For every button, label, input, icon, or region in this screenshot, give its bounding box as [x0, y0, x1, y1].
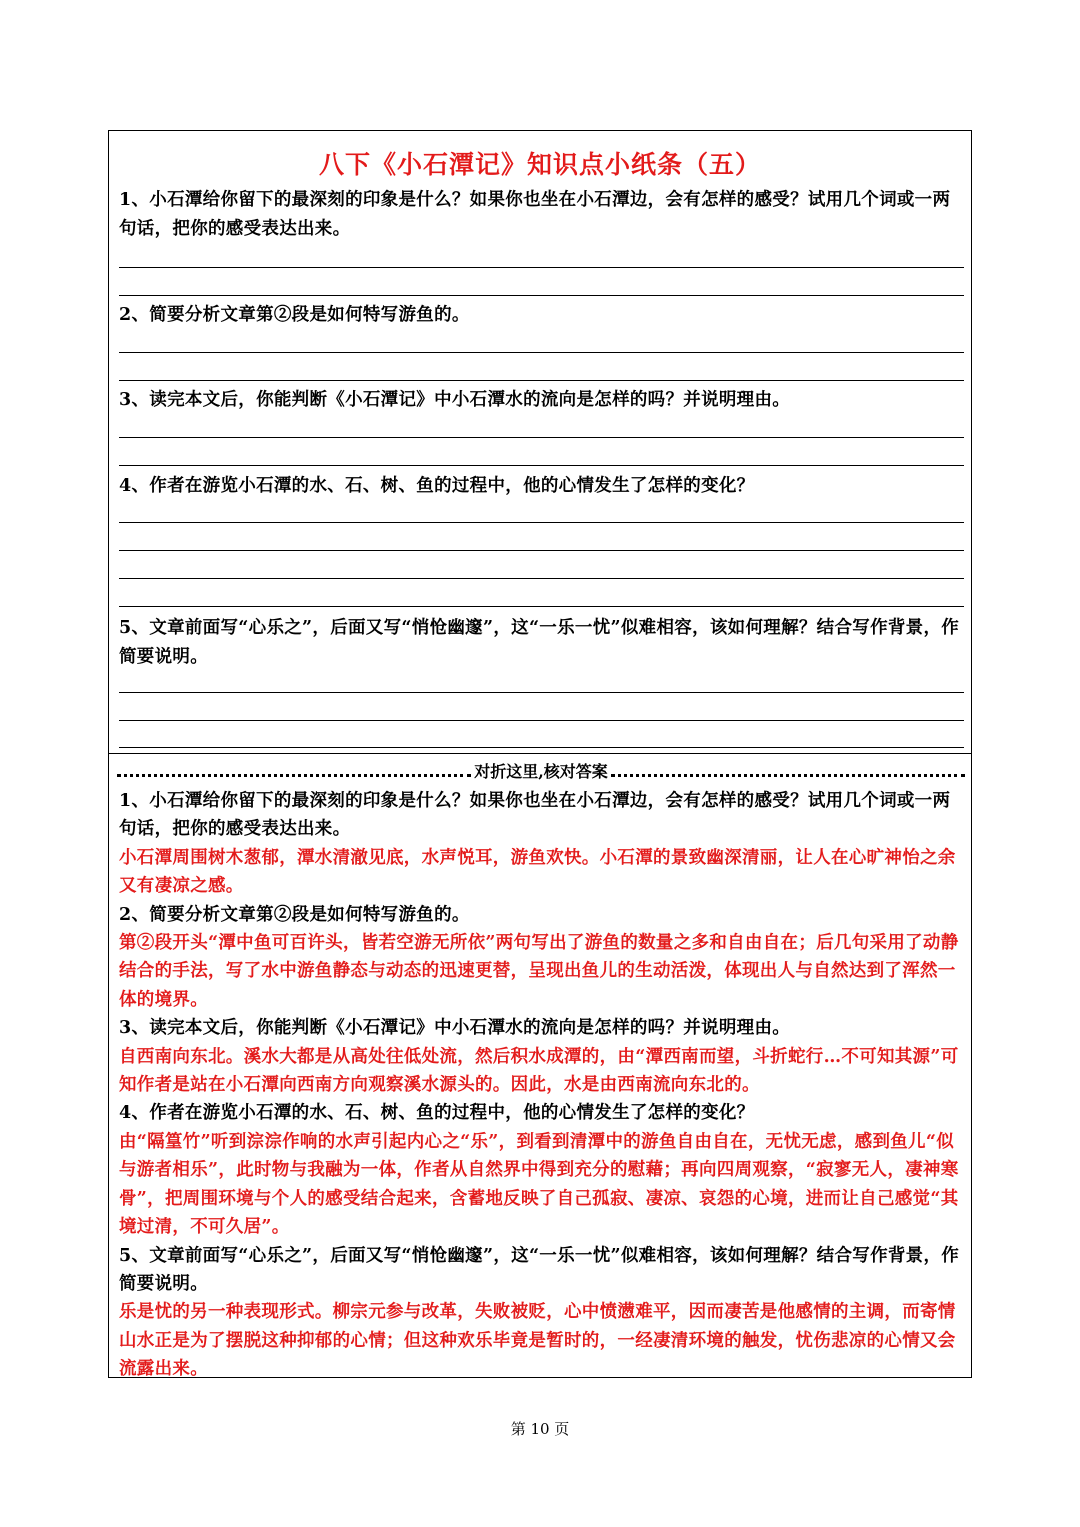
question-5: 5、文章前面写“心乐之”，后面又写“悄怆幽邃”，这“一乐一忧”似难相容，该如何理解？结合写作背景，作简要说明。: [119, 618, 960, 667]
fold-instruction: [117, 757, 965, 783]
answer-2: 第②段开头“潭中鱼可百许头，皆若空游无所依”两句写出了游鱼的数量之多和自由自在；后几句采用了动静结合的手法，写了水中游鱼静态与动态的迅速更替，呈现出鱼儿的生动活泼，体现出人与自然达到了浑然一体的境界。: [119, 933, 959, 1010]
worksheet-frame: [108, 130, 972, 1378]
answer-line: [119, 692, 964, 693]
answer-line: [119, 720, 964, 721]
answer-line: [119, 437, 964, 438]
dotted-leader: [611, 774, 965, 777]
question-1: 1、小石潭给你留下的最深刻的印象是什么？如果你也坐在小石潭边，会有怎样的感受？试用几个词或一两句话，把你的感受表达出来。: [119, 190, 951, 239]
dotted-leader: [117, 774, 471, 777]
answer-line: [119, 465, 964, 466]
answer-1: 小石潭周围树木葱郁，潭水清澈见底，水声悦耳，游鱼欢快。小石潭的景致幽深清丽，让人在心旷神怡之余又有凄凉之感。: [119, 847, 956, 897]
page-title: 八下《小石潭记》知识点小纸条（五）: [318, 150, 761, 179]
answer-line: [119, 747, 964, 748]
fold-divider: [109, 753, 971, 754]
answer-line: [119, 380, 964, 381]
question-4: 4、作者在游览小石潭的水、石、树、鱼的过程中，他的心情发生了怎样的变化？: [119, 1103, 755, 1124]
answer-line: [119, 606, 964, 607]
answer-5: 乐是忧的另一种表现形式。柳宗元参与改革，失败被贬，心中愤懑难平，因而凄苦是他感情的主调，而寄情山水正是为了摆脱这种抑郁的心情；但这种欢乐毕竟是暂时的，一经凄清环境的触发，忧伤悲凉的心情又会流露出来。: [119, 1302, 956, 1380]
fold-label: 对折这里,核对答案: [474, 761, 608, 781]
answer-line: [119, 522, 964, 523]
question-2: 2、简要分析文章第②段是如何特写游鱼的。: [119, 904, 470, 925]
answer-line: [119, 578, 964, 579]
answer-3: 自西南向东北。溪水大都是从高处往低处流，然后积水成潭的，由“潭西南而望，斗折蛇行…不可知其源”可知作者是站在小石潭向西南方向观察溪水源头的。因此，水是由西南流向东北的。: [119, 1046, 959, 1096]
page-number: 第 10 页: [510, 1420, 570, 1438]
question-3: 3、读完本文后，你能判断《小石潭记》中小石潭水的流向是怎样的吗？并说明理由。: [119, 390, 791, 410]
question-2: 2、简要分析文章第②段是如何特写游鱼的。: [119, 305, 470, 325]
question-4: 4、作者在游览小石潭的水、石、树、鱼的过程中，他的心情发生了怎样的变化？: [119, 476, 755, 496]
answer-line: [119, 267, 964, 268]
answer-line: [119, 550, 964, 551]
answer-line: [119, 352, 964, 353]
answer-key: [119, 787, 964, 1384]
question-3: 3、读完本文后，你能判断《小石潭记》中小石潭水的流向是怎样的吗？并说明理由。: [119, 1018, 791, 1039]
answer-line: [119, 295, 964, 296]
question-1: 1、小石潭给你留下的最深刻的印象是什么？如果你也坐在小石潭边，会有怎样的感受？试用几个词或一两句话，把你的感受表达出来。: [119, 791, 951, 840]
question-5: 5、文章前面写“心乐之”，后面又写“悄怆幽邃”，这“一乐一忧”似难相容，该如何理解？结合写作背景，作简要说明。: [119, 1245, 960, 1294]
answer-4: 由“隔篁竹”听到淙淙作响的水声引起内心之“乐”，到看到清潭中的游鱼自由自在，无忧无虑，感到鱼儿“似与游者相乐”，此时物与我融为一体，作者从自然界中得到充分的慰藉；再向四周观察，“寂寥无人，凄神寒骨”，把周围环境与个人的感受结合起来，含蓄地反映了自己孤寂、凄凉、哀怨的心境，进而让自己感觉“其境过清，不可久居”。: [119, 1131, 959, 1238]
